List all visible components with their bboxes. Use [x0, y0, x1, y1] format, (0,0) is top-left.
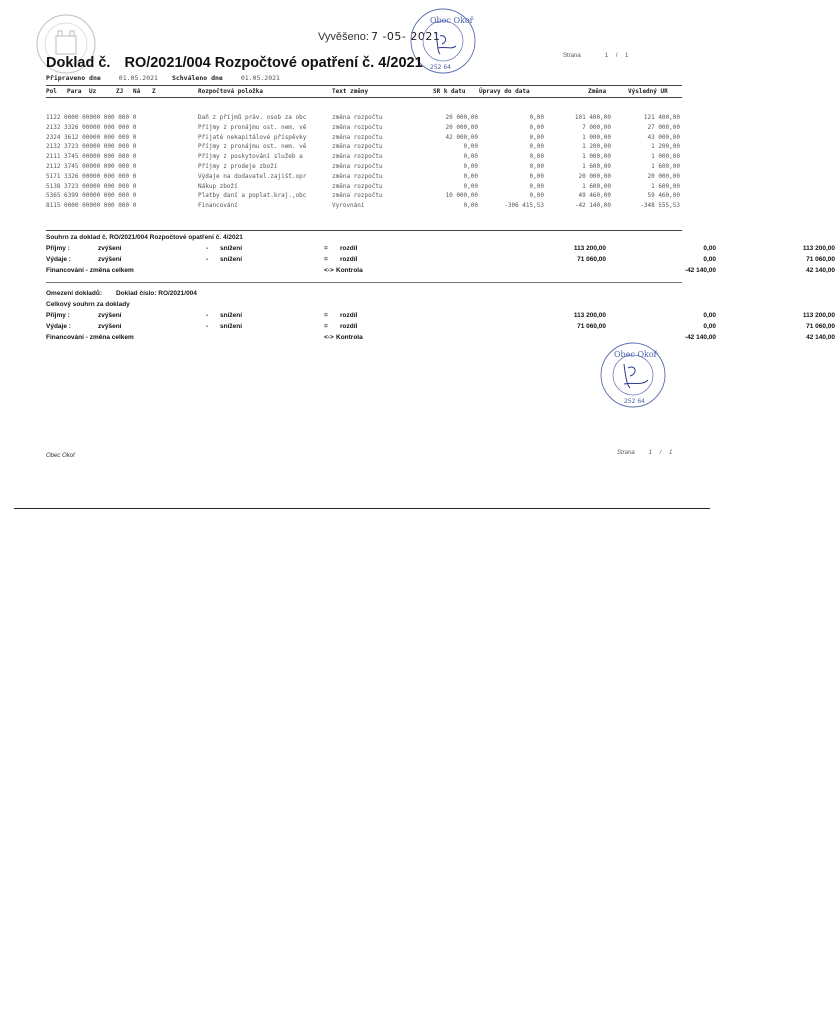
row-change-text: změna rozpočtu — [332, 172, 383, 180]
col-zj: ZJ — [116, 88, 124, 95]
summary-separator — [46, 282, 682, 283]
limits-doc-label: Doklad číslo: RO/2021/004 — [115, 290, 197, 297]
row-adjustments-value: 0,00 — [529, 153, 544, 161]
financing-label: Financování - změna celkem — [46, 267, 134, 274]
row-change-value: 1 200,00 — [582, 143, 611, 151]
col-zmena: Změna — [588, 88, 607, 95]
footer-page-indicator — [617, 450, 675, 456]
overall-expense-diff-label: rozdíl — [340, 323, 358, 330]
title-main: RO/2021/004 Rozpočtové opatření č. 4/2021 — [124, 55, 423, 71]
row-change-value: -42 140,00 — [574, 202, 611, 210]
limits-line — [46, 290, 197, 297]
row-sr-value: 0,00 — [463, 182, 478, 190]
title-prefix: Doklad č. — [46, 55, 111, 71]
col-z: Z — [152, 88, 156, 95]
overall-income-decrease-label: snížení — [220, 312, 243, 319]
row-result-value: 1 200,00 — [651, 143, 680, 151]
overall-expense-decrease-label: snížení — [220, 323, 243, 330]
check-value: 42 140,00 — [806, 267, 835, 274]
row-code: 2132 3723 00000 000 000 0 — [46, 143, 137, 151]
official-stamp-right — [598, 340, 668, 410]
prepared-date: 01.05.2021 — [118, 74, 158, 82]
income-decrease-value: 0,00 — [703, 245, 716, 252]
row-adjustments-value: 0,00 — [529, 143, 544, 151]
row-result-value: 1 600,00 — [651, 163, 680, 170]
expense-eq: = — [324, 256, 328, 263]
row-sr-value: 20 000,00 — [445, 123, 478, 131]
overall-expense-label: Výdaje : — [46, 323, 71, 330]
summary-income-row — [46, 245, 835, 255]
overall-check-label: Kontrola — [336, 334, 363, 341]
expense-dash: - — [206, 256, 209, 263]
row-change-text: změna rozpočtu — [332, 114, 383, 121]
footer-page-number: 1 / 1 — [648, 450, 676, 456]
posted-date: 7 -05- 2021 — [370, 30, 441, 43]
posted-label: Vyvěšeno: — [318, 31, 369, 43]
header-rule — [46, 85, 682, 86]
row-result-value: 1 000,00 — [651, 153, 680, 161]
overall-expense-row — [46, 323, 835, 333]
expense-increase-label: zvýšení — [98, 256, 122, 263]
row-sr-value: 0,00 — [463, 153, 478, 161]
row-budget-item: Platby daní a poplat.kraj.,obc — [198, 192, 307, 200]
row-change-value: 1 600,00 — [582, 163, 611, 170]
overall-check-value: 42 140,00 — [806, 334, 835, 341]
expense-label: Výdaje : — [46, 256, 71, 263]
footer-page-label: Strana — [617, 450, 635, 456]
overall-expense-eq: = — [324, 323, 328, 330]
row-sr-value: 0,00 — [463, 172, 478, 180]
row-budget-item: Příjmy z pronájmu ost. nem. vě — [198, 123, 307, 131]
row-adjustments-value: 0,00 — [529, 114, 544, 121]
page-number-top: 1 / 1 — [604, 53, 632, 59]
row-change-text: změna rozpočtu — [332, 123, 383, 131]
income-diff-value: 113 200,00 — [802, 245, 835, 252]
row-sr-value: 20 000,00 — [445, 114, 478, 121]
row-budget-item: Daň z příjmů práv. osob za obc — [198, 114, 307, 121]
income-diff-label: rozdíl — [340, 245, 358, 252]
check-label: Kontrola — [336, 267, 363, 274]
col-pol: Pol — [46, 88, 57, 95]
row-sr-value: 42 000,00 — [445, 133, 478, 141]
footer-organization: Obec Okoř — [46, 453, 76, 459]
col-vysledny: Výsledný UR — [628, 88, 668, 95]
row-change-text: změna rozpočtu — [332, 192, 383, 200]
row-change-text: změna rozpočtu — [332, 143, 383, 151]
overall-check-op: <-> — [324, 334, 334, 341]
income-decrease-label: snížení — [220, 245, 243, 252]
row-adjustments-value: 0,00 — [529, 133, 544, 141]
overall-expense-increase-label: zvýšení — [98, 323, 122, 330]
row-budget-item: Příjmy z pronájmu ost. nem. vě — [198, 143, 307, 151]
row-budget-item: Financování — [198, 202, 238, 210]
row-adjustments-value: 0,00 — [529, 163, 544, 170]
row-code: 5365 6399 00000 000 000 0 — [46, 192, 137, 200]
summary-financing-row — [46, 267, 835, 277]
expense-decrease-label: snížení — [220, 256, 243, 263]
col-sr: SR k datu — [433, 88, 466, 95]
expense-decrease-value: 0,00 — [703, 256, 716, 263]
col-item: Rozpočtová položka — [198, 88, 264, 95]
row-adjustments-value: 0,00 — [529, 123, 544, 131]
row-change-text: změna rozpočtu — [332, 163, 383, 170]
row-change-value: 20 000,00 — [578, 172, 611, 180]
financing-check-op: <-> — [324, 267, 334, 274]
page-edge-line — [14, 508, 710, 509]
row-budget-item: Přijaté nekapitálové příspěvky — [198, 133, 307, 141]
row-sr-value: 0,00 — [463, 163, 478, 170]
row-code: 2112 3745 00000 000 000 0 — [46, 163, 137, 170]
row-result-value: 1 600,00 — [651, 182, 680, 190]
overall-income-diff-label: rozdíl — [340, 312, 358, 319]
row-budget-item: Nákup zboží — [198, 182, 238, 190]
column-header-rule — [46, 97, 682, 98]
row-change-value: 101 400,00 — [574, 114, 611, 121]
prepared-label: Připraveno dne — [46, 74, 101, 82]
row-change-text: změna rozpočtu — [332, 153, 383, 161]
row-sr-value: 0,00 — [463, 202, 478, 210]
overall-financing-row — [46, 334, 835, 344]
row-budget-item: Příjmy z poskytování služeb a — [198, 153, 303, 161]
income-dash: - — [206, 245, 209, 252]
row-code: 5138 3723 00000 000 000 0 — [46, 182, 137, 190]
row-adjustments-value: 0,00 — [529, 182, 544, 190]
row-change-value: 49 460,00 — [578, 192, 611, 200]
expense-diff-value: 71 060,00 — [806, 256, 835, 263]
row-code: 2324 3612 00000 000 000 0 — [46, 133, 137, 141]
row-code: 2132 3326 00000 000 000 0 — [46, 123, 137, 131]
income-increase-label: zvýšení — [98, 245, 122, 252]
row-adjustments-value: -306 415,53 — [504, 202, 544, 210]
stamp-code-top: 252 64 — [430, 64, 451, 71]
overall-financing-value: -42 140,00 — [684, 334, 716, 341]
overall-income-diff-value: 113 200,00 — [802, 312, 835, 319]
overall-expense-diff-value: 71 060,00 — [806, 323, 835, 330]
row-sr-value: 10 000,00 — [445, 192, 478, 200]
overall-income-decrease-value: 0,00 — [703, 312, 716, 319]
row-result-value: 43 000,00 — [647, 133, 680, 141]
overall-income-dash: - — [206, 312, 209, 319]
approved-label: Schváleno dne — [171, 74, 223, 82]
prepared-approved-line — [46, 74, 294, 82]
row-result-value: 27 000,00 — [647, 123, 680, 131]
col-na: Ná — [133, 88, 141, 95]
row-code: 1122 0000 00000 000 000 0 — [46, 114, 137, 121]
summary-expense-row — [46, 256, 835, 266]
row-change-text: Vyrovnání — [332, 202, 365, 210]
overall-income-eq: = — [324, 312, 328, 319]
stamp-code-right: 252 64 — [624, 398, 645, 405]
financing-value: -42 140,00 — [684, 267, 716, 274]
stamp-text-right: Obec Okoř — [614, 350, 658, 359]
row-budget-item: Výdaje na dodavatel.zajišť.opr — [198, 172, 307, 180]
overall-expense-dash: - — [206, 323, 209, 330]
row-change-value: 7 000,00 — [582, 123, 611, 131]
col-para: Para — [67, 88, 82, 95]
row-change-value: 1 600,00 — [582, 182, 611, 190]
row-change-value: 1 000,00 — [582, 133, 611, 141]
row-change-value: 1 000,00 — [582, 153, 611, 161]
expense-diff-label: rozdíl — [340, 256, 358, 263]
overall-income-increase-label: zvýšení — [98, 312, 122, 319]
col-text: Text změny — [332, 88, 369, 95]
row-adjustments-value: 0,00 — [529, 172, 544, 180]
row-result-value: -348 555,53 — [640, 202, 680, 210]
row-budget-item: Příjmy z prodeje zboží — [198, 163, 278, 170]
overall-income-increase-value: 113 200,00 — [573, 312, 606, 319]
col-upravy: Úpravy do data — [479, 88, 530, 95]
income-label: Příjmy : — [46, 245, 70, 252]
overall-summary-title: Celkový souhrn za doklady — [46, 301, 130, 308]
summary-title: Souhrn za doklad č. RO/2021/004 Rozpočtové opatření č. 4/2021 — [46, 234, 243, 241]
col-uz: Uz — [89, 88, 97, 95]
row-change-text: změna rozpočtu — [332, 133, 383, 141]
row-result-value: 20 000,00 — [647, 172, 680, 180]
limits-label: Omezení dokladů: — [46, 290, 102, 297]
overall-income-label: Příjmy : — [46, 312, 70, 319]
row-result-value: 121 400,00 — [643, 114, 680, 121]
row-adjustments-value: 0,00 — [529, 192, 544, 200]
page-label-top: Strana — [563, 53, 581, 59]
row-code: 8115 0000 00000 000 000 0 — [46, 202, 137, 210]
income-eq: = — [324, 245, 328, 252]
expense-increase-value: 71 060,00 — [577, 256, 606, 263]
overall-expense-decrease-value: 0,00 — [703, 323, 716, 330]
row-code: 2111 3745 00000 000 000 0 — [46, 153, 137, 161]
row-sr-value: 0,00 — [463, 143, 478, 151]
document-title — [46, 55, 423, 71]
table-bottom-rule — [46, 230, 682, 231]
stamp-text-top: Obec Okoř — [430, 16, 474, 25]
row-result-value: 59 460,00 — [647, 192, 680, 200]
row-change-text: změna rozpočtu — [332, 182, 383, 190]
income-increase-value: 113 200,00 — [573, 245, 606, 252]
approved-date: 01.05.2021 — [240, 74, 280, 82]
overall-financing-label: Financování - změna celkem — [46, 334, 134, 341]
overall-income-row — [46, 312, 835, 322]
row-code: 5171 3326 00000 000 000 0 — [46, 172, 137, 180]
page-indicator-top — [563, 53, 631, 59]
overall-expense-increase-value: 71 060,00 — [577, 323, 606, 330]
